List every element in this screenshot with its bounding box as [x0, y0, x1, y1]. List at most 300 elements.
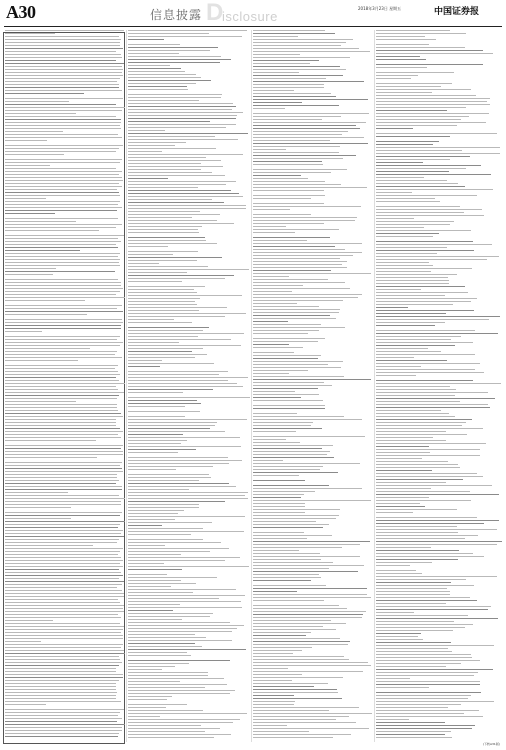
text-line — [5, 410, 118, 411]
text-line — [5, 311, 123, 312]
text-line — [376, 348, 428, 349]
text-line — [253, 686, 314, 687]
text-line — [376, 624, 473, 625]
text-line — [5, 39, 121, 40]
text-line — [376, 333, 498, 334]
text-line — [128, 586, 171, 587]
text-line — [5, 380, 119, 381]
text-line — [5, 437, 121, 438]
text-line — [128, 333, 244, 334]
text-line — [253, 361, 343, 362]
text-line — [253, 674, 302, 675]
text-line — [5, 84, 119, 85]
text-line — [253, 644, 348, 645]
text-line — [376, 627, 465, 628]
text-line — [5, 454, 123, 455]
text-line — [376, 728, 472, 729]
text-line — [376, 224, 450, 225]
text-line — [5, 201, 120, 202]
text-line — [5, 504, 121, 505]
text-line — [376, 482, 446, 483]
text-line — [128, 136, 215, 137]
text-line — [253, 562, 333, 563]
text-line — [376, 639, 423, 640]
text-line — [5, 701, 121, 702]
text-line — [376, 101, 487, 102]
text-line — [376, 713, 464, 714]
text-line — [253, 469, 320, 470]
text-line — [5, 189, 117, 190]
text-line — [128, 237, 205, 238]
text-line — [128, 348, 203, 349]
text-line — [128, 56, 221, 57]
text-line — [5, 368, 115, 369]
text-line — [376, 559, 458, 560]
text-line — [376, 440, 446, 441]
text-line — [128, 513, 178, 514]
text-line — [376, 241, 473, 242]
text-line — [253, 659, 349, 660]
text-line — [128, 486, 236, 487]
text-line — [128, 687, 205, 688]
text-line — [5, 425, 116, 426]
text-line — [128, 330, 203, 331]
text-line — [128, 68, 181, 69]
text-line — [128, 666, 175, 667]
text-line — [128, 492, 248, 493]
text-line — [5, 72, 122, 73]
text-line — [5, 145, 123, 146]
text-line — [128, 440, 187, 441]
text-line — [5, 614, 118, 615]
text-line — [376, 366, 421, 367]
text-line — [128, 371, 228, 372]
text-line — [128, 449, 196, 450]
text-line — [376, 701, 494, 702]
text-line — [128, 428, 210, 429]
text-line — [253, 707, 359, 708]
text-line — [376, 351, 441, 352]
text-line — [253, 355, 321, 356]
text-line — [128, 39, 164, 40]
text-line — [376, 53, 493, 54]
text-line — [5, 45, 120, 46]
text-line — [128, 613, 213, 614]
text-line — [5, 653, 125, 654]
text-line — [376, 660, 480, 661]
text-line — [376, 183, 458, 184]
text-line — [253, 358, 318, 359]
text-line — [376, 541, 502, 542]
text-line — [128, 36, 242, 37]
text-line — [128, 725, 201, 726]
text-line — [128, 474, 209, 475]
text-line — [128, 243, 217, 244]
text-line — [253, 475, 299, 476]
text-line — [253, 620, 331, 621]
text-line — [5, 54, 121, 55]
text-line — [128, 217, 192, 218]
text-line — [128, 178, 168, 179]
text-line — [376, 310, 474, 311]
text-line — [5, 440, 96, 441]
text-line — [128, 548, 229, 549]
text-line — [253, 574, 319, 575]
text-line — [376, 286, 465, 287]
text-line — [376, 452, 430, 453]
text-line — [5, 659, 120, 660]
text-line — [376, 737, 452, 738]
text-line — [253, 647, 312, 648]
text-line — [376, 292, 468, 293]
text-line — [128, 199, 212, 200]
text-line — [5, 154, 64, 155]
text-line — [253, 367, 341, 368]
text-line — [128, 313, 246, 314]
text-line — [5, 395, 119, 396]
text-line — [5, 345, 120, 346]
text-line — [5, 422, 116, 423]
text-line — [5, 134, 118, 135]
text-line — [5, 87, 119, 88]
text-line — [253, 419, 362, 420]
text-line — [376, 304, 453, 305]
text-line — [5, 413, 121, 414]
text-line — [128, 463, 229, 464]
text-line — [5, 445, 123, 446]
text-line — [5, 285, 121, 286]
text-line — [376, 645, 494, 646]
text-line — [5, 575, 123, 576]
text-line — [128, 719, 240, 720]
text-line — [376, 212, 464, 213]
text-line — [376, 606, 491, 607]
text-line — [253, 240, 307, 241]
text-line — [128, 115, 237, 116]
text-line — [376, 189, 493, 190]
text-line — [253, 512, 305, 513]
text-line — [128, 731, 205, 732]
text-line — [128, 690, 235, 691]
text-line — [376, 277, 448, 278]
text-line — [376, 104, 490, 105]
text-line — [5, 611, 124, 612]
text-line — [253, 535, 332, 536]
text-line — [253, 626, 323, 627]
text-line — [376, 529, 497, 530]
text-line — [128, 681, 180, 682]
text-line — [128, 112, 243, 113]
text-line — [5, 357, 122, 358]
text-line — [128, 360, 162, 361]
text-line — [128, 728, 220, 729]
text-line — [5, 471, 123, 472]
text-line — [128, 406, 185, 407]
text-line — [128, 266, 208, 267]
text-line — [376, 360, 447, 361]
text-line — [253, 122, 366, 123]
text-line — [376, 464, 458, 465]
text-line — [128, 133, 248, 134]
text-line — [128, 374, 219, 375]
text-line — [5, 695, 116, 696]
text-line — [253, 297, 358, 298]
text-line — [253, 454, 327, 455]
text-line — [128, 446, 241, 447]
text-line — [5, 107, 125, 108]
text-line — [5, 110, 122, 111]
text-line — [253, 701, 295, 702]
text-line — [253, 223, 324, 224]
text-line — [253, 408, 325, 409]
text-line — [5, 727, 122, 728]
text-line — [5, 557, 121, 558]
text-line — [128, 699, 167, 700]
column-divider — [374, 30, 375, 742]
text-line — [5, 730, 122, 731]
text-line — [376, 319, 489, 320]
text-line — [5, 480, 119, 481]
text-line — [5, 501, 121, 502]
text-line — [376, 89, 471, 90]
text-line — [253, 737, 333, 738]
text-line — [253, 184, 341, 185]
text-line — [253, 719, 336, 720]
text-line — [376, 98, 490, 99]
text-line — [253, 571, 358, 572]
text-line — [5, 383, 125, 384]
text-line — [5, 33, 55, 34]
text-line — [128, 124, 236, 125]
text-line — [253, 416, 344, 417]
text-line — [128, 148, 216, 149]
text-line — [253, 333, 308, 334]
text-line — [128, 577, 217, 578]
text-line — [128, 307, 227, 308]
text-line — [128, 366, 160, 367]
text-line — [128, 619, 182, 620]
text-line — [253, 96, 336, 97]
text-line — [253, 632, 311, 633]
text-line — [253, 347, 303, 348]
text-line — [253, 220, 355, 221]
text-line — [253, 445, 333, 446]
text-line — [253, 394, 319, 395]
text-line — [253, 87, 324, 88]
text-line — [128, 272, 187, 273]
text-line — [128, 569, 182, 570]
text-line — [253, 169, 347, 170]
text-line — [5, 148, 119, 149]
text-line — [253, 294, 362, 295]
text-line — [253, 480, 305, 481]
text-line — [5, 629, 123, 630]
text-line — [128, 595, 245, 596]
text-line — [5, 271, 115, 272]
text-line — [128, 377, 248, 378]
text-line — [253, 237, 330, 238]
text-line — [128, 142, 186, 143]
text-line — [128, 643, 195, 644]
text-line — [128, 289, 194, 290]
text-line — [128, 675, 208, 676]
text-line — [128, 380, 228, 381]
text-line — [5, 724, 125, 725]
text-line — [5, 131, 63, 132]
text-line — [253, 500, 371, 501]
text-line — [253, 125, 356, 126]
text-line — [376, 244, 492, 245]
text-line — [128, 646, 202, 647]
text-line — [376, 253, 437, 254]
text-line — [253, 382, 324, 383]
text-line — [5, 325, 121, 326]
text-line — [5, 451, 123, 452]
text-line — [253, 140, 330, 141]
text-line — [128, 275, 234, 276]
text-line — [128, 634, 195, 635]
text-line — [128, 422, 217, 423]
text-line — [5, 328, 121, 329]
text-line — [5, 683, 116, 684]
text-line — [5, 259, 120, 260]
text-line — [376, 562, 432, 563]
text-line — [376, 192, 412, 193]
text-line — [253, 66, 340, 67]
text-line — [5, 128, 121, 129]
text-column-2 — [128, 30, 250, 740]
text-line — [128, 44, 180, 45]
text-line — [376, 663, 461, 664]
text-line — [128, 583, 196, 584]
text-line — [376, 375, 416, 376]
text-line — [376, 325, 435, 326]
text-line — [376, 389, 456, 390]
text-line — [376, 345, 455, 346]
text-line — [253, 485, 329, 486]
text-line — [253, 600, 324, 601]
continuation-note: (下转A31版) — [482, 742, 500, 746]
text-column-1 — [5, 30, 125, 740]
text-line — [376, 512, 413, 513]
text-line — [128, 30, 247, 31]
issue-date: 2018年3月23日 星期五 — [358, 6, 402, 11]
text-line — [128, 89, 188, 90]
text-line — [376, 719, 409, 720]
text-line — [128, 610, 173, 611]
text-line — [5, 617, 121, 618]
text-line — [253, 175, 301, 176]
text-line — [128, 534, 191, 535]
text-line — [253, 439, 286, 440]
text-line — [5, 602, 120, 603]
text-line — [5, 78, 120, 79]
text-line — [128, 214, 220, 215]
text-line — [253, 400, 323, 401]
text-line — [376, 110, 447, 111]
text-line — [253, 264, 342, 265]
text-line — [376, 236, 433, 237]
text-line — [253, 291, 292, 292]
text-line — [128, 151, 162, 152]
header-rule — [4, 26, 502, 27]
text-line — [253, 187, 367, 188]
text-line — [253, 273, 371, 274]
text-line — [376, 535, 478, 536]
text-line — [253, 713, 372, 714]
text-line — [128, 103, 233, 104]
text-line — [128, 419, 247, 420]
text-line — [376, 734, 445, 735]
text-line — [253, 33, 335, 34]
text-line — [376, 681, 480, 682]
text-line — [376, 78, 411, 79]
text-line — [5, 66, 122, 67]
text-line — [5, 560, 123, 561]
text-line — [128, 59, 231, 60]
text-line — [128, 678, 224, 679]
text-line — [376, 122, 486, 123]
text-line — [5, 536, 124, 537]
text-line — [253, 680, 292, 681]
text-line — [376, 83, 452, 84]
text-line — [376, 339, 451, 340]
text-line — [5, 230, 99, 231]
text-line — [376, 609, 488, 610]
text-line — [128, 557, 240, 558]
text-line — [128, 363, 214, 364]
text-line — [253, 608, 347, 609]
text-line — [128, 672, 208, 673]
text-line — [376, 523, 484, 524]
text-line — [128, 516, 245, 517]
text-line — [128, 342, 179, 343]
text-line — [5, 671, 116, 672]
text-line — [5, 279, 118, 280]
text-line — [376, 497, 429, 498]
text-line — [376, 36, 425, 37]
text-line — [128, 392, 183, 393]
text-line — [376, 591, 450, 592]
text-line — [376, 594, 450, 595]
text-line — [128, 130, 165, 131]
text-line — [5, 218, 118, 219]
text-line — [253, 246, 335, 247]
text-line — [5, 392, 124, 393]
text-line — [128, 452, 178, 453]
text-line — [128, 563, 164, 564]
text-line — [376, 517, 477, 518]
text-line — [253, 556, 360, 557]
text-line — [376, 428, 483, 429]
text-line — [128, 118, 236, 119]
text-line — [128, 525, 162, 526]
text-line — [5, 677, 123, 678]
text-line — [128, 310, 199, 311]
text-line — [5, 620, 53, 621]
text-line — [128, 109, 232, 110]
text-line — [5, 428, 120, 429]
text-line — [376, 692, 481, 693]
text-line — [376, 443, 486, 444]
text-line — [376, 265, 433, 266]
text-line — [253, 494, 304, 495]
text-line — [376, 651, 452, 652]
text-line — [128, 74, 196, 75]
text-line — [5, 656, 119, 657]
text-line — [5, 98, 123, 99]
page-number: A30 — [6, 2, 36, 22]
